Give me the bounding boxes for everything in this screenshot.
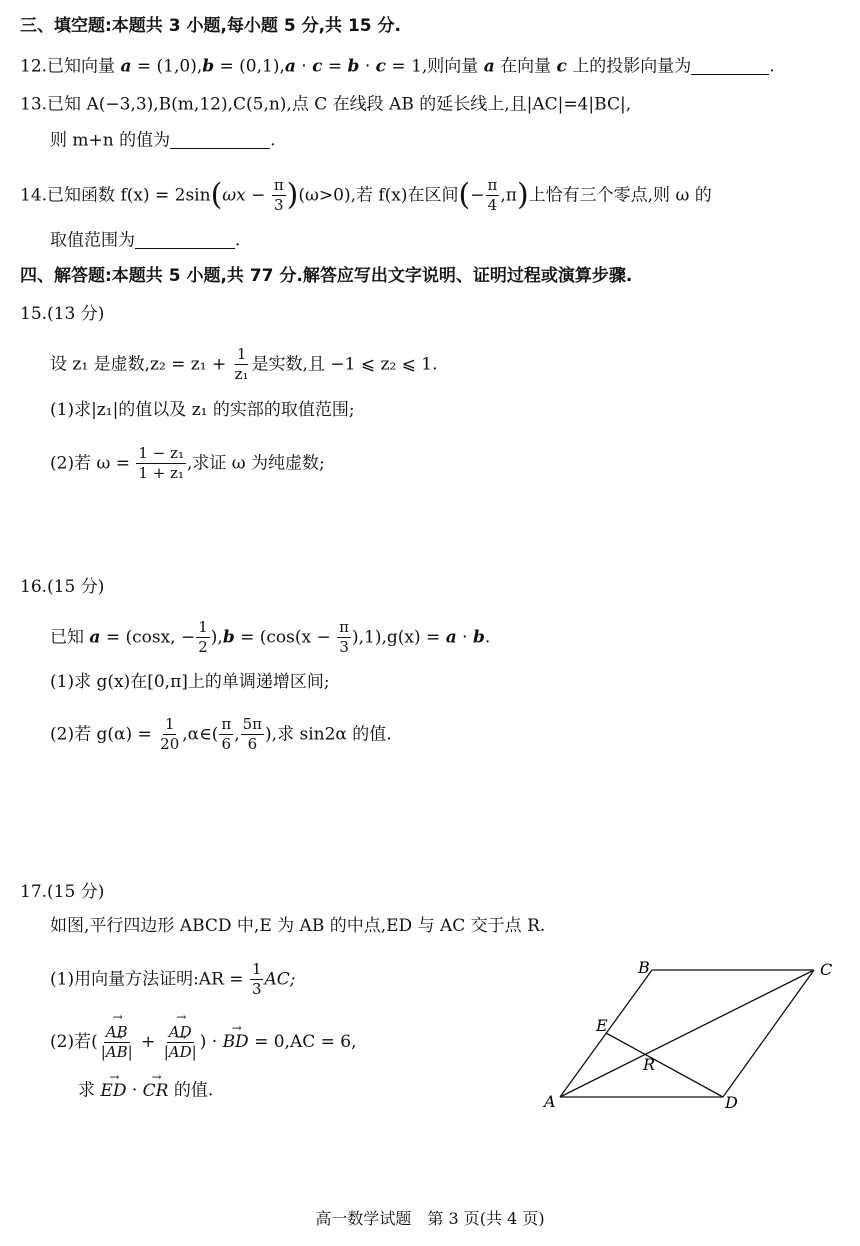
side-cd [723,970,814,1097]
question-16-part1: (1)求 g(x)在[0,π]上的单调递增区间; [50,672,330,692]
parallelogram-figure [530,955,850,1115]
question-15-part2: (2)若 ω = $\frac{\text{1 − z₁}}{\text{1 + z₁}}$ ,求证 ω 为纯虚数; [50,444,325,482]
label-a: A [544,1092,556,1111]
section3-header: 三、填空题:本题共 3 小题,每小题 5 分,共 15 分. [20,16,401,36]
question-17-part2-ask: 求 → ED · → CR 的值. [78,1078,213,1103]
section4-header: 四、解答题:本题共 5 小题,共 77 分.解答应写出文字说明、证明过程或演算步骤. [20,266,633,286]
question-15-part1: (1)求|z₁|的值以及 z₁ 的实部的取值范围; [50,400,355,420]
label-c: C [820,960,833,979]
label-d: D [725,1093,738,1112]
label-e: E [596,1016,608,1035]
question-17-part1: (1)用向量方法证明:AR = $\frac{1}{3}$ AC; [50,960,296,998]
answer-blank-13 [170,132,270,149]
question-14: 14.已知函数 f(x) = 2sin(ωx − $\frac{\pi}{3}$ )(ω>0),若 f(x)在区间(− $\frac{\pi}{4}$ ,π)上恰有三个零点,则 ω 的 [20,176,712,214]
question-12: 12.已知向量 a = (1,0),b = (0,1),a · c = b · c = 1,则向量 a 在向量 c 上的投影向量为 . [20,56,775,77]
question-14-line2: 取值范围为 . [50,230,241,251]
question-15-stem: 设 z₁ 是虚数,z₂ = z₁ + $\frac{1}{\text{z₁}}$ 是实数,且 −1 ⩽ z₂ ⩽ 1. [50,345,438,383]
question-17-part2: (2)若( → AB → |AB| + → AD → |AD| ) · → BD = 0,AC = 6, [50,1024,357,1060]
question-15-number: 15.(13 分) [20,304,105,324]
label-b: B [638,958,650,977]
answer-blank-14 [135,232,235,249]
question-16-stem: 已知 a = (cosx, − $\frac{1}{2}$ ),b = (cos(x − $\frac{\pi}{3}$ ),1),g(x) = a · b. [50,618,491,656]
answer-blank-12 [691,58,769,75]
question-17-stem: 如图,平行四边形 ABCD 中,E 为 AB 的中点,ED 与 AC 交于点 R. [50,916,546,936]
question-13-line2: 则 m+n 的值为 . [50,130,276,151]
page-footer: 高一数学试题 第 3 页(共 4 页) [315,1209,545,1228]
question-13: 13.已知 A(−3,3),B(m,12),C(5,n),点 C 在线段 AB 的延长线上,且|AC|=4|BC|, [20,94,632,115]
question-16-number: 16.(15 分) [20,577,105,597]
question-16-part2: (2)若 g(α) = $\frac{1}{20}$ ,α∈( $\frac{\pi}{6}$ , $\frac{5\pi}{6}$ ),求 sin2α 的值. [50,715,392,753]
label-r: R [643,1055,656,1074]
question-17-number: 17.(15 分) [20,882,105,902]
